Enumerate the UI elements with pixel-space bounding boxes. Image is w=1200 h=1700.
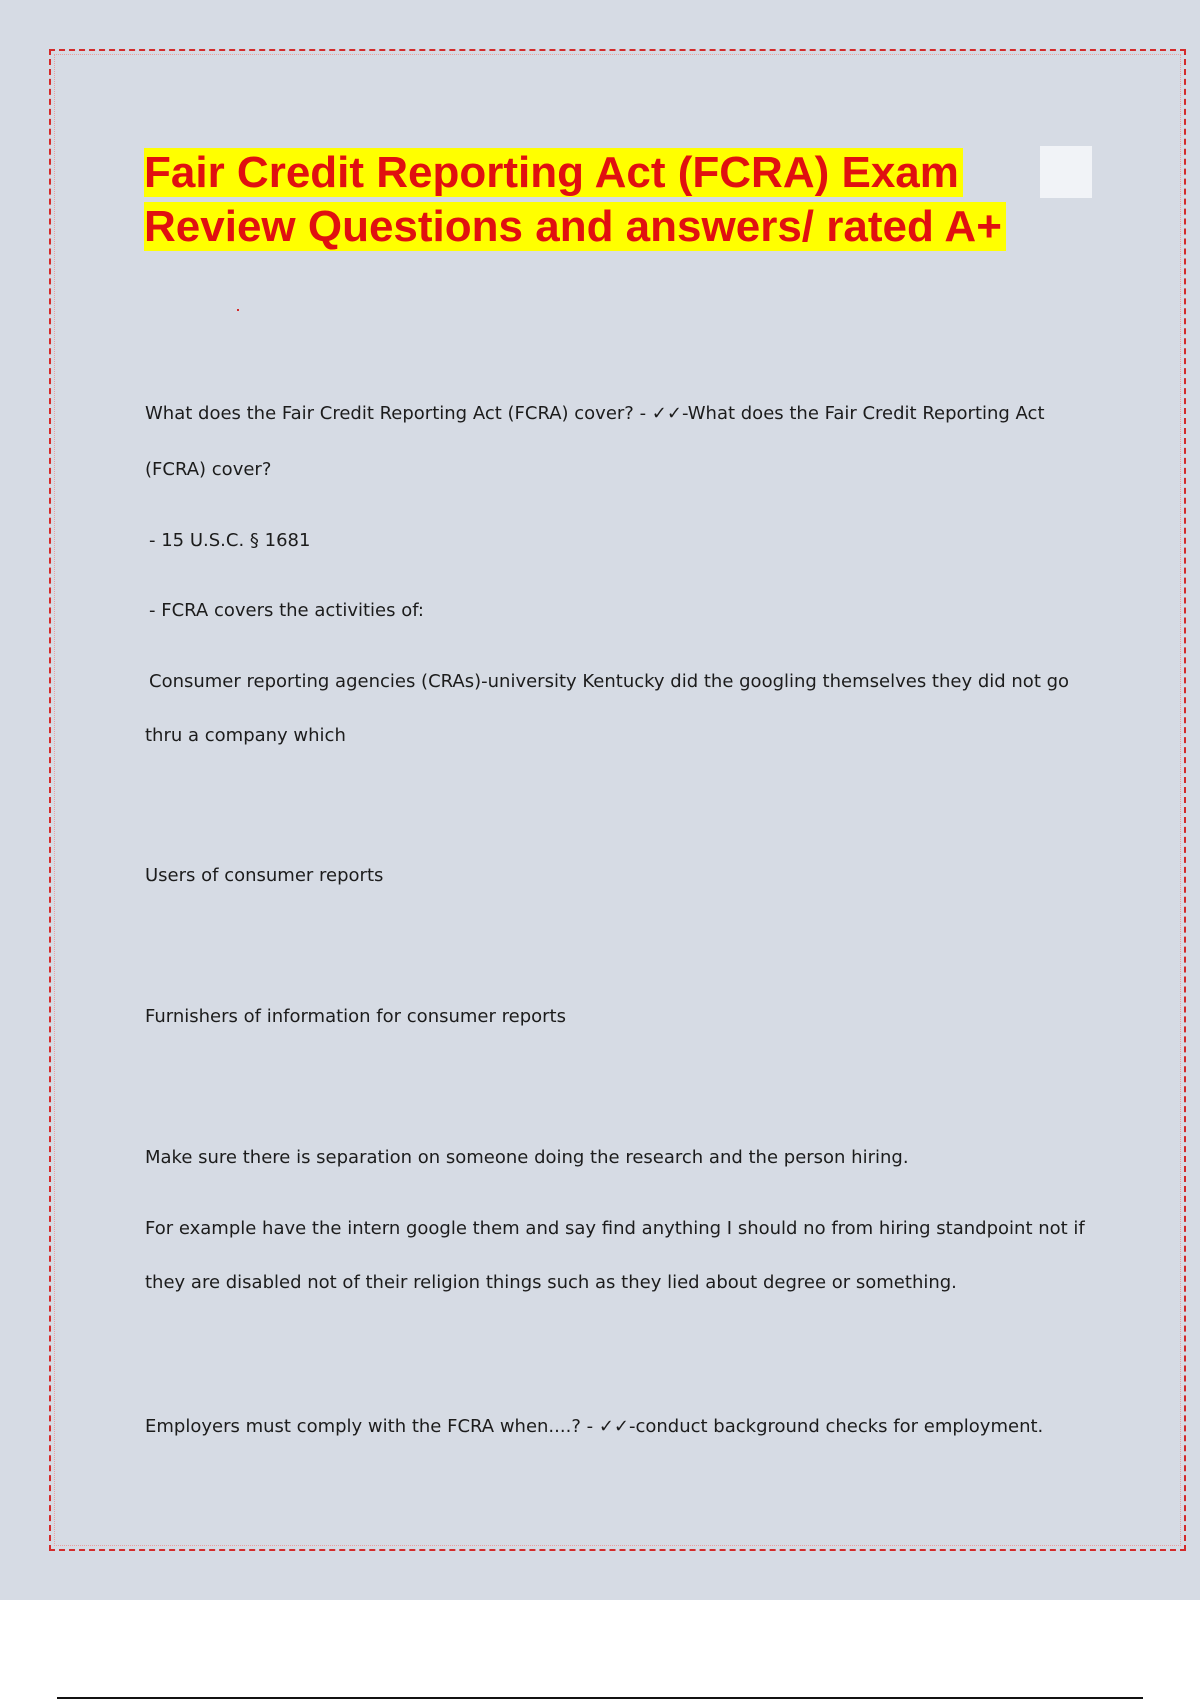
bottom-rule xyxy=(57,1697,1143,1699)
page-border-inner xyxy=(54,54,1181,1546)
question-1-text-continued: (FCRA) cover? xyxy=(145,459,272,480)
furnishers-paragraph: Furnishers of information for consumer reports xyxy=(145,1006,566,1027)
example-paragraph: For example have the intern google them and say find anything I should no from hiring standpoint not if xyxy=(145,1218,1085,1239)
question-2-text: Employers must comply with the FCRA when....? - ✓✓-conduct background checks for employment. xyxy=(145,1416,1044,1437)
example-paragraph-continued: they are disabled not of their religion things such as they lied about degree or something. xyxy=(145,1272,957,1293)
title-line-2: Review Questions and answers/ rated A+ xyxy=(144,202,1006,251)
statute-citation: - 15 U.S.C. § 1681 xyxy=(149,530,311,551)
document-title xyxy=(144,146,1090,254)
question-1-text: What does the Fair Credit Reporting Act (FCRA) cover? - ✓✓-What does the Fair Credit Reporting Act xyxy=(145,403,1045,424)
users-paragraph: Users of consumer reports xyxy=(145,865,384,886)
fcra-covers-heading: - FCRA covers the activities of: xyxy=(149,600,424,621)
page-border xyxy=(49,49,1186,1551)
stray-red-dot xyxy=(237,309,239,311)
title-line-1: Fair Credit Reporting Act (FCRA) Exam xyxy=(144,148,963,197)
cra-paragraph: Consumer reporting agencies (CRAs)-university Kentucky did the googling themselves they did not go xyxy=(149,671,1070,692)
separation-paragraph: Make sure there is separation on someone doing the research and the person hiring. xyxy=(145,1147,909,1168)
cra-paragraph-continued: thru a company which xyxy=(145,725,346,746)
